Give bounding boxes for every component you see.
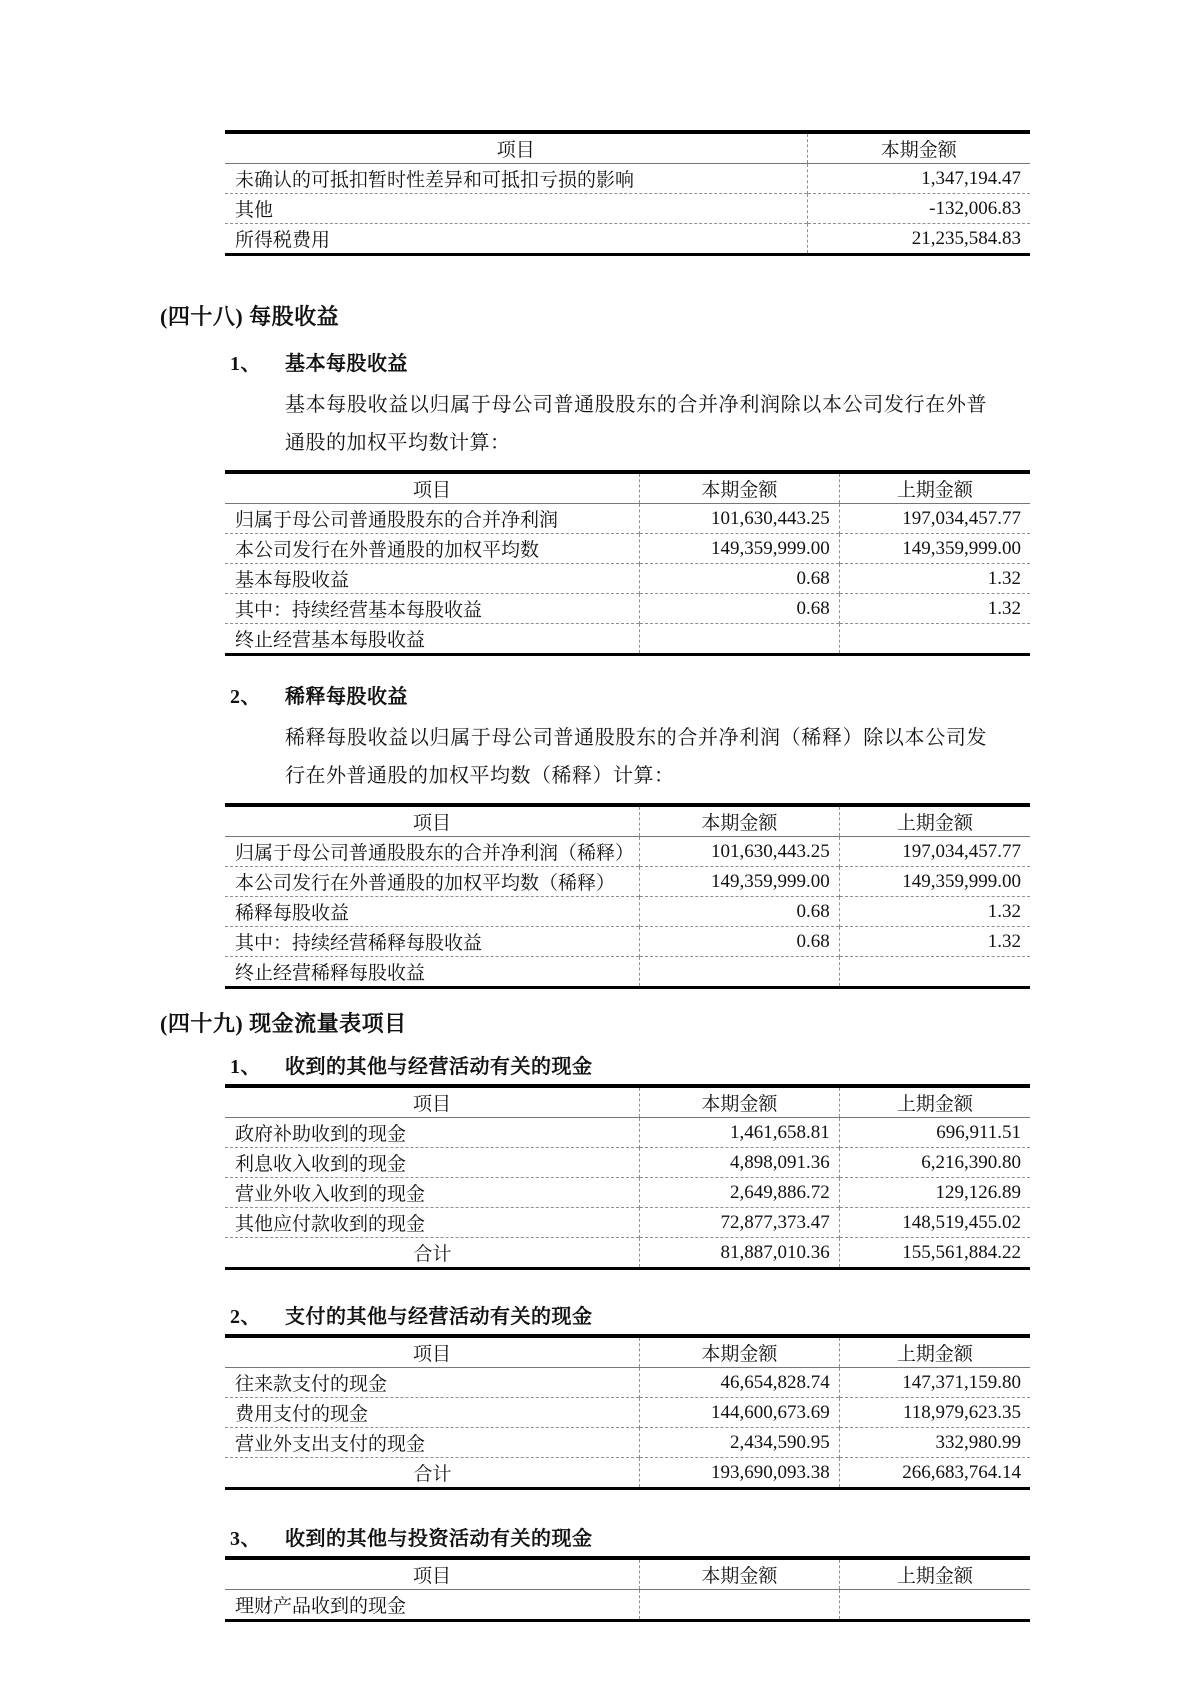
cell-value: 72,877,373.47 [640, 1208, 840, 1238]
cell-value [640, 957, 840, 988]
cell-value: 696,911.51 [839, 1118, 1030, 1148]
subsection-title: 收到的其他与投资活动有关的现金 [285, 1528, 593, 1550]
header-row [225, 805, 1030, 837]
header-row [225, 472, 1030, 504]
column-header: 本期金额 [640, 1086, 840, 1118]
cell-value [839, 1590, 1030, 1621]
table-row [225, 1458, 1030, 1489]
cell-value: 149,359,999.00 [839, 867, 1030, 897]
cell-value: 1.32 [839, 897, 1030, 927]
table-row [225, 504, 1030, 534]
column-header: 上期金额 [839, 1558, 1030, 1590]
row-label: 费用支付的现金 [225, 1398, 640, 1428]
header-row [225, 132, 1030, 164]
row-label: 利息收入收到的现金 [225, 1148, 640, 1178]
table-row [225, 1178, 1030, 1208]
column-header: 本期金额 [807, 132, 1030, 164]
cell-value: 1.32 [839, 594, 1030, 624]
subsection-cash-received-operating-heading [230, 1050, 1200, 1079]
cell-value: 144,600,673.69 [640, 1398, 840, 1428]
cash-received-investing-table [225, 1556, 1030, 1622]
table-row [225, 867, 1030, 897]
subsection-number: 1、 [230, 353, 261, 375]
column-header: 项目 [225, 1558, 640, 1590]
subsection-diluted-eps-heading [230, 680, 1200, 709]
subsection-cash-paid-operating-heading [230, 1300, 1200, 1329]
row-label: 归属于母公司普通股股东的合并净利润（稀释） [235, 843, 635, 864]
table-row [225, 1118, 1030, 1148]
row-label: 终止经营稀释每股收益 [225, 957, 640, 988]
row-label: 其中：持续经营基本每股收益 [225, 594, 640, 624]
row-label: 本公司发行在外普通股的加权平均数 [225, 534, 640, 564]
cell-value: 2,649,886.72 [640, 1178, 840, 1208]
subsection-number: 2、 [230, 1306, 261, 1328]
subsection-title: 基本每股收益 [285, 353, 408, 375]
basic-eps-table [225, 470, 1030, 656]
cell-value: 197,034,457.77 [839, 504, 1030, 534]
section-48-heading: (四十八) 每股收益 [160, 304, 340, 329]
table-row [225, 957, 1030, 988]
column-header: 本期金额 [640, 805, 840, 837]
basic-eps-paragraph: 基本每股收益以归属于母公司普通股股东的合并净利润除以本公司发行在外普通股的加权平均数计算： [285, 394, 987, 454]
subsection-title: 收到的其他与经营活动有关的现金 [285, 1056, 593, 1078]
row-label: 合计 [225, 1238, 640, 1269]
column-header: 上期金额 [839, 1086, 1030, 1118]
row-label: 营业外收入收到的现金 [225, 1178, 640, 1208]
diluted-eps-table [225, 803, 1030, 989]
cell-value: 332,980.99 [839, 1428, 1030, 1458]
cell-value: 118,979,623.35 [839, 1398, 1030, 1428]
table-row [225, 1428, 1030, 1458]
row-label: 其他应付款收到的现金 [225, 1208, 640, 1238]
table-row [225, 927, 1030, 957]
cell-value: 1,347,194.47 [807, 164, 1030, 194]
row-label: 往来款支付的现金 [235, 1374, 388, 1395]
header-row [225, 1558, 1030, 1590]
row-label: 其他 [225, 194, 807, 224]
column-header: 项目 [225, 1336, 640, 1368]
cell-value: 0.68 [640, 564, 840, 594]
cash-paid-operating-table [225, 1334, 1030, 1490]
cell-value: -132,006.83 [807, 194, 1030, 224]
cell-value: 101,630,443.25 [640, 504, 840, 534]
column-header: 项目 [225, 132, 807, 164]
header-row [225, 1336, 1030, 1368]
cell-value: 148,519,455.02 [839, 1208, 1030, 1238]
row-label: 稀释每股收益 [225, 897, 640, 927]
row-label: 归属于母公司普通股股东的合并净利润 [235, 510, 559, 531]
cell-value: 1,461,658.81 [640, 1118, 840, 1148]
table-row [225, 897, 1030, 927]
income-tax-expense-table [225, 130, 1030, 256]
cell-value: 0.68 [640, 594, 840, 624]
cell-value: 101,630,443.25 [640, 837, 840, 867]
cell-value: 2,434,590.95 [640, 1428, 840, 1458]
column-header: 上期金额 [839, 472, 1030, 504]
column-header: 本期金额 [640, 1558, 840, 1590]
column-header: 项目 [225, 472, 640, 504]
subsection-basic-eps-heading [230, 347, 1200, 376]
row-label: 营业外支出支付的现金 [225, 1428, 640, 1458]
row-label: 未确认的可抵扣暂时性差异和可抵扣亏损的影响 [235, 170, 635, 191]
column-header: 上期金额 [839, 1336, 1030, 1368]
cell-value: 197,034,457.77 [839, 837, 1030, 867]
column-header: 本期金额 [640, 1336, 840, 1368]
diluted-eps-paragraph: 稀释每股收益以归属于母公司普通股股东的合并净利润（稀释）除以本公司发行在外普通股的加权平均数（稀释）计算： [285, 727, 987, 787]
cell-value: 0.68 [640, 897, 840, 927]
column-header: 项目 [225, 805, 640, 837]
cell-value: 46,654,828.74 [640, 1368, 840, 1398]
table-row [225, 837, 1030, 867]
cell-value: 1.32 [839, 927, 1030, 957]
cell-value: 149,359,999.00 [640, 534, 840, 564]
cell-value: 149,359,999.00 [839, 534, 1030, 564]
cell-value [839, 624, 1030, 655]
section-49-heading: (四十九) 现金流量表项目 [160, 1011, 407, 1036]
table-row [225, 1148, 1030, 1178]
cell-value [640, 1590, 840, 1621]
table-row [225, 1238, 1030, 1269]
row-label: 合计 [225, 1458, 640, 1489]
table-row [225, 1590, 1030, 1621]
cell-value: 0.68 [640, 927, 840, 957]
table-row [225, 624, 1030, 655]
table-row [225, 564, 1030, 594]
column-header: 项目 [225, 1086, 640, 1118]
row-label: 所得税费用 [225, 224, 807, 255]
column-header: 本期金额 [640, 472, 840, 504]
table-row [225, 194, 1030, 224]
table-row [225, 534, 1030, 564]
table-row [225, 224, 1030, 255]
column-header: 上期金额 [839, 805, 1030, 837]
row-label: 基本每股收益 [225, 564, 640, 594]
table-row [225, 164, 1030, 194]
cell-value: 1.32 [839, 564, 1030, 594]
cell-value: 21,235,584.83 [807, 224, 1030, 255]
subsection-number: 3、 [230, 1528, 261, 1550]
subsection-number: 1、 [230, 1056, 261, 1078]
cell-value: 81,887,010.36 [640, 1238, 840, 1269]
cell-value: 4,898,091.36 [640, 1148, 840, 1178]
subsection-title: 稀释每股收益 [285, 686, 408, 708]
table-row [225, 1368, 1030, 1398]
cell-value [640, 624, 840, 655]
row-label: 理财产品收到的现金 [235, 1596, 407, 1617]
subsection-title: 支付的其他与经营活动有关的现金 [285, 1306, 593, 1328]
cell-value: 193,690,093.38 [640, 1458, 840, 1489]
cell-value: 149,359,999.00 [640, 867, 840, 897]
cell-value: 155,561,884.22 [839, 1238, 1030, 1269]
row-label: 政府补助收到的现金 [235, 1124, 407, 1145]
cell-value [839, 957, 1030, 988]
table-row [225, 1208, 1030, 1238]
subsection-number: 2、 [230, 686, 261, 708]
row-label: 其中：持续经营稀释每股收益 [225, 927, 640, 957]
table-row [225, 1398, 1030, 1428]
cell-value: 129,126.89 [839, 1178, 1030, 1208]
subsection-cash-received-investing-heading [230, 1522, 1200, 1551]
cash-received-operating-table [225, 1084, 1030, 1270]
cell-value: 266,683,764.14 [839, 1458, 1030, 1489]
header-row [225, 1086, 1030, 1118]
row-label: 本公司发行在外普通股的加权平均数（稀释） [225, 867, 640, 897]
cell-value: 6,216,390.80 [839, 1148, 1030, 1178]
cell-value: 147,371,159.80 [839, 1368, 1030, 1398]
row-label: 终止经营基本每股收益 [225, 624, 640, 655]
table-row [225, 594, 1030, 624]
